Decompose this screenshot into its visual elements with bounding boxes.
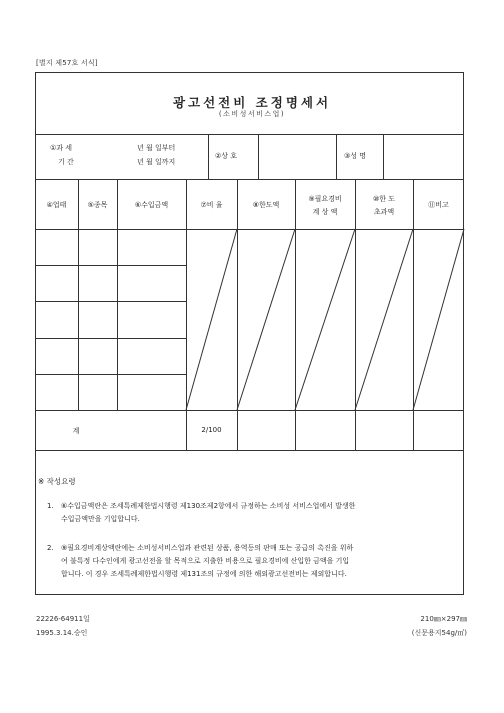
approval-date: 1995.3.14.승인 bbox=[36, 629, 88, 637]
form-title: 광고선전비 조정명세서 bbox=[172, 95, 332, 110]
form-code: 22226-64911일 bbox=[36, 615, 90, 623]
col-header-business-type: ④업태 bbox=[46, 201, 67, 209]
note-number: 1. bbox=[47, 502, 54, 510]
notes-heading: ※ 작성요령 bbox=[38, 477, 76, 486]
note-item-2 bbox=[49, 542, 449, 581]
total-label: 계 bbox=[72, 427, 80, 435]
col-header-item: ⑤종목 bbox=[87, 201, 108, 209]
col-header-excess-2: 초과액 bbox=[373, 208, 395, 216]
diagonal-excess bbox=[355, 229, 413, 410]
col-header-limit: ⑧한도액 bbox=[252, 201, 280, 209]
col-header-expense-2: 계 상 액 bbox=[312, 208, 338, 216]
note-item-1 bbox=[49, 500, 449, 526]
note-line: ⑨필요경비계상액란에는 소비성서비스업과 관련된 상품, 용역등의 판매 또는 공급의 촉진을 위하 bbox=[61, 544, 354, 552]
note-line: 합니다. 이 경우 조세특례제한법시행령 제131조의 규정에 의한 해외광고선전비는 제외합니다. bbox=[61, 570, 347, 578]
col-header-expense: ⑨필요경비 bbox=[308, 195, 342, 203]
diagonal-limit bbox=[237, 229, 295, 410]
company-name-label: ②상 호 bbox=[215, 152, 238, 160]
col-header-remarks: ⑪비고 bbox=[428, 201, 449, 209]
diagonal-ratio bbox=[186, 229, 237, 410]
form-subtitle: (소비성서비스업) bbox=[218, 110, 286, 118]
representative-name-label: ③성 명 bbox=[344, 152, 367, 160]
period-from-field[interactable]: 년 월 일부터 bbox=[137, 144, 176, 152]
note-line: ⑥수입금액란은 조세특례제한법시행령 제130조제2항에서 규정하는 소비성 서비스업에서 발생한 bbox=[61, 502, 356, 510]
period-label: ①과 세 bbox=[50, 144, 73, 152]
diagonal-remarks bbox=[413, 229, 464, 410]
period-to-field[interactable]: 년 월 일까지 bbox=[137, 158, 176, 166]
paper-size: 210㎜×297㎜ bbox=[420, 615, 467, 623]
col-header-ratio: ⑦비 율 bbox=[200, 201, 223, 209]
note-number: 2. bbox=[47, 544, 54, 552]
form-number-label: [별지 제57호 서식] bbox=[36, 59, 98, 67]
col-header-revenue: ⑥수입금액 bbox=[134, 201, 169, 209]
note-line: 여 불특정 다수인에게 광고선전을 할 목적으로 지출한 비용으로 필요경비에 산입한 금액을 기입 bbox=[61, 557, 350, 565]
col-header-excess: ⑩한 도 bbox=[372, 195, 396, 203]
period-label-2: 기 간 bbox=[58, 158, 74, 166]
paper-spec: (신문용지54g/㎡) bbox=[411, 629, 467, 637]
note-line: 수입금액만을 기입합니다. bbox=[61, 515, 140, 523]
diagonal-expense bbox=[295, 229, 355, 410]
total-ratio: 2/100 bbox=[201, 426, 222, 434]
